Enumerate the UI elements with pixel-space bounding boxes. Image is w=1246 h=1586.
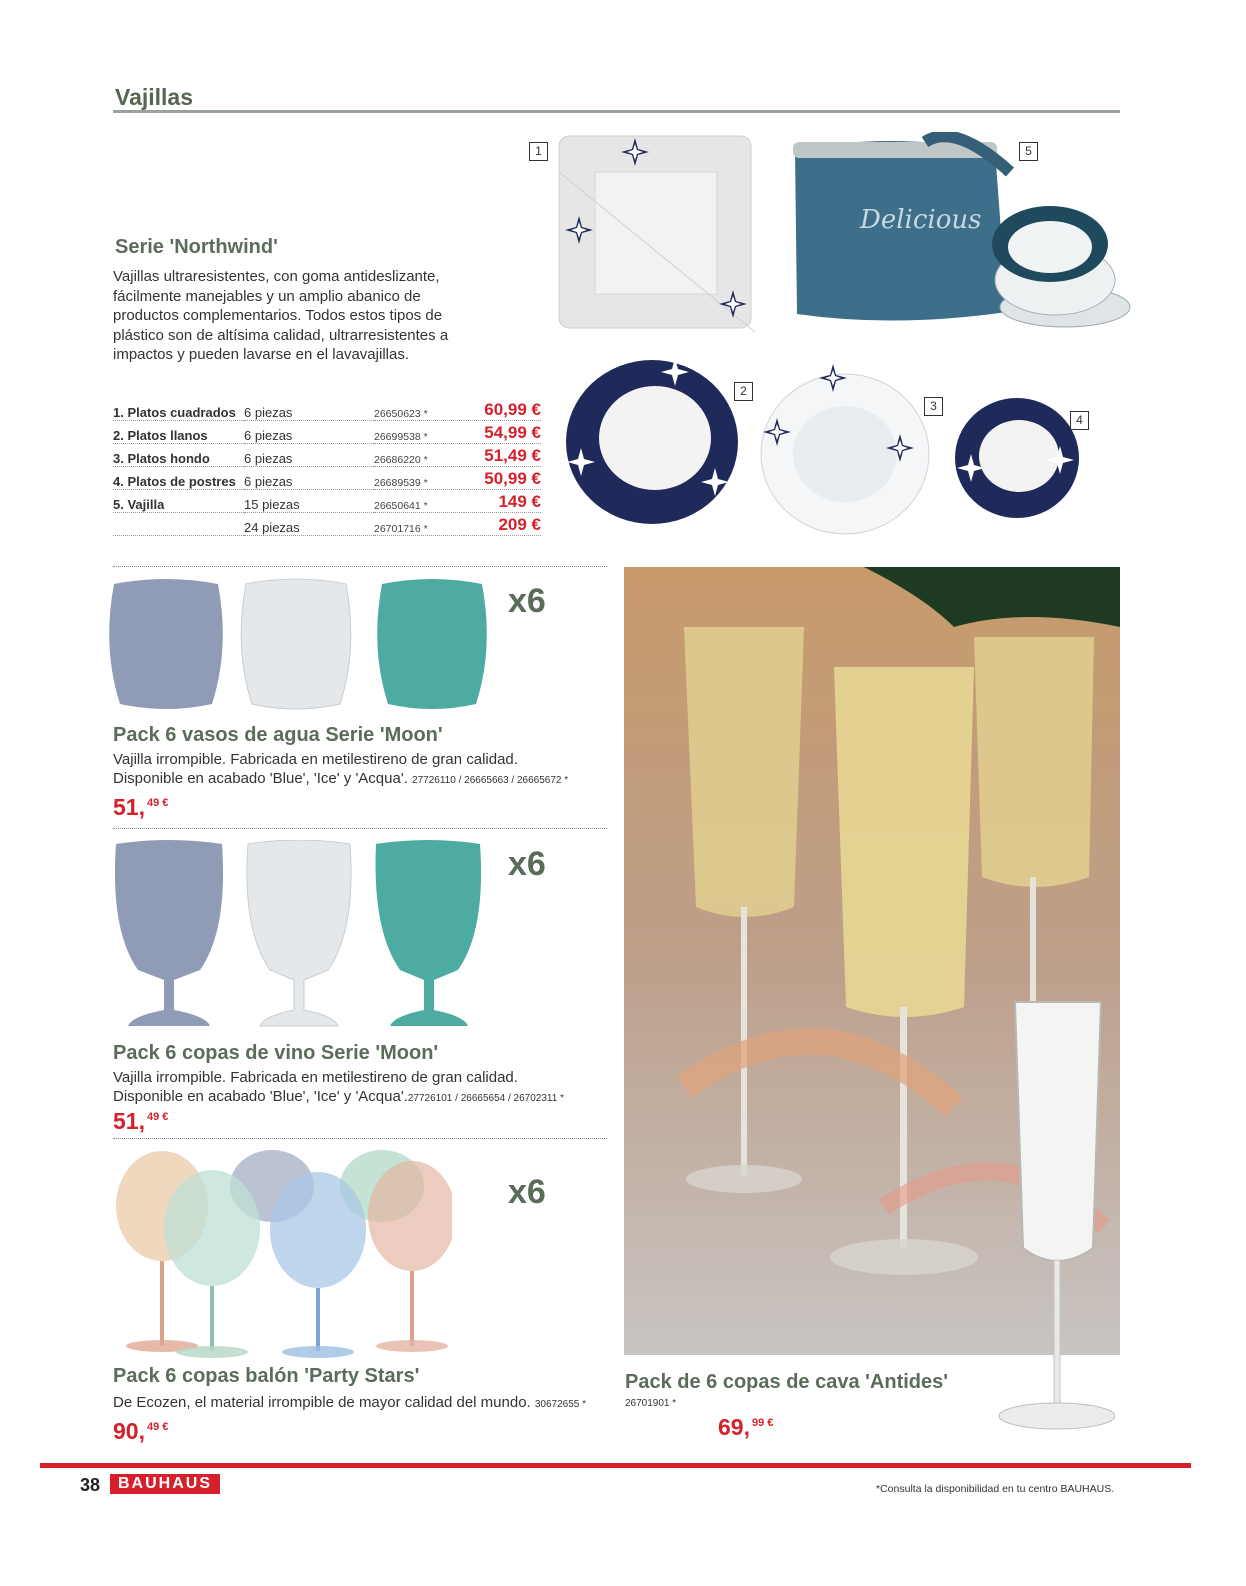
row-code: 26650623 *: [374, 398, 464, 421]
row-code: 26686220 *: [374, 444, 464, 467]
wine-glasses-image: [110, 840, 500, 1030]
product-description: [113, 1068, 564, 1108]
row-price: 149 €: [464, 490, 541, 513]
divider: [113, 828, 607, 829]
row-pieces: 6 piezas: [244, 444, 374, 467]
section-title: Vajillas: [115, 84, 194, 110]
quantity-label: x6: [508, 582, 546, 620]
description-line: Vajilla irrompible. Fabricada en metilestireno de gran calidad.: [113, 1069, 518, 1086]
row-price: 60,99 €: [464, 398, 541, 421]
page-number: 38: [80, 1475, 101, 1495]
description-text: Disponible en acabado 'Blue', 'Ice' y 'Acqua'.: [113, 770, 408, 787]
product-price: [113, 1108, 168, 1135]
divider: [113, 566, 607, 567]
product-title: Pack 6 copas de vino Serie 'Moon': [113, 1042, 439, 1064]
product-codes: 27726101 / 26665654 / 26702311 *: [407, 1093, 564, 1104]
row-code: 26701716 *: [374, 513, 464, 536]
description-line: Vajilla irrompible. Fabricada en metilestireno de gran calidad.: [113, 751, 518, 768]
product-price: [113, 1418, 168, 1445]
northwind-price-table: [113, 398, 541, 536]
availability-footnote: *Consulta la disponibilidad en tu centro BAUHAUS.: [876, 1483, 1115, 1495]
row-pieces: 6 piezas: [244, 398, 374, 421]
price-integer: 51,: [113, 794, 145, 820]
badge-4: 4: [1070, 411, 1089, 430]
price-decimal: 99 €: [751, 1417, 774, 1429]
product-title: Pack 6 vasos de agua Serie 'Moon': [113, 724, 443, 746]
flat-plate-image: [566, 358, 738, 524]
product-codes: 26701901 *: [625, 1398, 677, 1409]
row-pieces: 6 piezas: [244, 467, 374, 490]
northwind-product-images: [555, 132, 1135, 540]
badge-5: 5: [1019, 142, 1038, 161]
row-name: 1. Platos cuadrados: [113, 398, 244, 421]
product-codes: 30672655 *: [534, 1399, 587, 1410]
badge-1: 1: [529, 142, 548, 161]
row-code: 26689539 *: [374, 467, 464, 490]
product-title: Pack 6 copas balón 'Party Stars': [113, 1365, 420, 1387]
badge-3: 3: [924, 397, 943, 416]
row-pieces: 15 piezas: [244, 490, 374, 513]
price-decimal: 49 €: [146, 1111, 169, 1123]
row-name: 2. Platos llanos: [113, 421, 244, 444]
row-name: 4. Platos de postres: [113, 467, 244, 490]
table-row: [113, 444, 541, 467]
price-decimal: 49 €: [146, 797, 169, 809]
dessert-plate-image: [955, 398, 1079, 518]
northwind-description: Vajillas ultraresistentes, con goma antideslizante, fácilmente manejables y un amplio abanico de productos complementarios. Todos estos tipos de plástico son de altísima calidad, ultrarresistentes a impactos y pueden lavarse en el lavavajillas.: [113, 268, 449, 363]
row-price: 50,99 €: [464, 467, 541, 490]
description-text: Disponible en acabado 'Blue', 'Ice' y 'Acqua'.: [113, 1088, 408, 1105]
badge-2: 2: [734, 382, 753, 401]
divider: [113, 1138, 607, 1139]
description-line: [113, 1087, 564, 1108]
description-text: De Ecozen, el material irrompible de mayor calidad del mundo.: [113, 1394, 531, 1411]
price-integer: 90,: [113, 1418, 145, 1444]
product-description: [113, 1393, 586, 1414]
footer-rule: [40, 1463, 1191, 1468]
table-row: [113, 467, 541, 490]
dinner-set-bag-image: [793, 136, 1130, 327]
bag-brand-text: Delicious: [860, 205, 982, 235]
row-price: 51,49 €: [464, 444, 541, 467]
product-title: Pack de 6 copas de cava 'Antides': [625, 1371, 948, 1393]
northwind-title: Serie 'Northwind': [115, 236, 278, 258]
quantity-label: x6: [508, 845, 546, 883]
row-price: 54,99 €: [464, 421, 541, 444]
water-glasses-image: [108, 578, 498, 712]
square-plate-image: [559, 136, 755, 332]
table-row: [113, 421, 541, 444]
brand-logo: BAUHAUS: [110, 1474, 220, 1494]
table-row: [113, 398, 541, 421]
row-name: 5. Vajilla: [113, 490, 244, 513]
table-row: [113, 490, 541, 513]
row-price: 209 €: [464, 513, 541, 536]
table-row: [113, 513, 541, 536]
soup-plate-image: [761, 364, 929, 534]
quantity-label: x6: [508, 1173, 546, 1211]
product-price: [113, 794, 168, 821]
price-integer: 69,: [718, 1414, 750, 1440]
row-name: [113, 513, 244, 536]
price-decimal: 49 €: [146, 1421, 169, 1433]
product-description: [113, 750, 568, 790]
row-pieces: 6 piezas: [244, 421, 374, 444]
product-price: [718, 1414, 773, 1441]
header-rule: [113, 110, 1120, 113]
price-integer: 51,: [113, 1108, 145, 1134]
row-code: 26650641 *: [374, 490, 464, 513]
row-name: 3. Platos hondo: [113, 444, 244, 467]
row-code: 26699538 *: [374, 421, 464, 444]
cava-glass-image: [995, 998, 1115, 1434]
row-pieces: 24 piezas: [244, 513, 374, 536]
balloon-glasses-image: [112, 1146, 452, 1362]
product-codes: 27726110 / 26665663 / 26665672 *: [412, 775, 569, 786]
description-line: [113, 769, 568, 790]
